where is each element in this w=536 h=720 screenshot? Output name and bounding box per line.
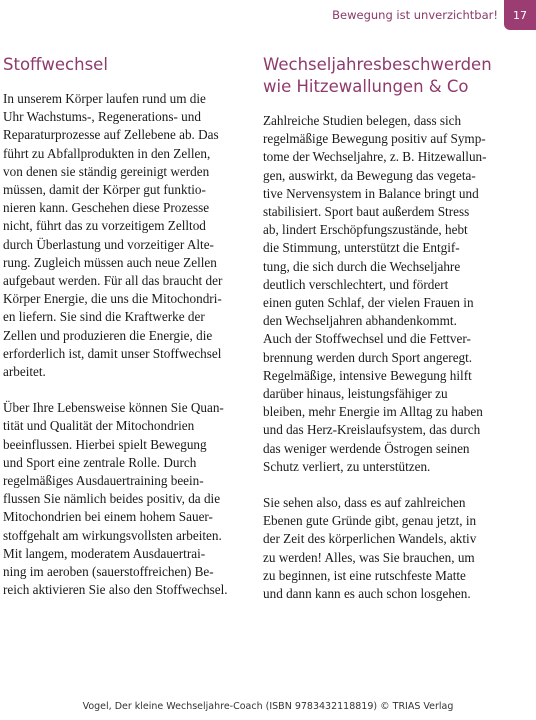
- body-paragraph: Zahlreiche Studien belegen, dass sich regelmäßige Bewegung positiv auf Symp- tome der Wechseljahre, z. B. Hitzewallun- gen, auswirkt, da Bewegung das vegeta- tive Nervensystem in Balance bringt und stabilisiert. Sport baut außerdem Stress ab, lindert Erschöpfungszustände, hebt die Stimmung, unterstützt die Entgif- tung, die sich durch die Wechseljahre deutlich verschlechtert, und fördert einen guten Schlaf, der vielen Frauen in den Wechseljahren abhandenkommt. Auch der Stoffwechsel und die Fettver- brennung werden durch Sport angeregt. Regelmäßige, intensive Bewegung hilft darüber hinaus, leistungsfähiger zu bleiben, mehr Energie im Alltag zu haben und das Herz-Kreislaufsystem, das durch das weniger werdende Östrogen seinen Schutz verliert, zu unterstützen.: [263, 113, 487, 474]
- body-paragraph: Über Ihre Lebensweise können Sie Quan- tität und Qualität der Mitochondrien beeinflussen. Hierbei spielt Bewegung und Sport eine zentrale Rolle. Durch regelmäßiges Ausdauertraining beein- flussen Sie nämlich beides positiv, da die Mitochondrien bei einem hohem Sauer- stoffgehalt am wirkungsvollsten arbeiten. Mit langem, moderatem Ausdauertrai- ning im aeroben (sauerstoffreichen) Be- reich aktivieren Sie also den Stoffwechsel.: [3, 400, 228, 598]
- left-column: [3, 54, 239, 617]
- section-heading-wechseljahresbeschwerden: [263, 54, 503, 98]
- footer-citation: Vogel, Der kleine Wechseljahre-Coach (ISBN 9783432118819) © TRIAS Verlag: [82, 701, 454, 712]
- heading-line: wie Hitzewallungen & Co: [263, 77, 469, 96]
- body-paragraph: Sie sehen also, dass es auf zahlreichen Ebenen gute Gründe gibt, genau jetzt, in der Zeit des körperlichen Wandels, aktiv zu werden! Alles, was Sie brauchen, um zu beginnen, ist eine rutschfeste Matte und dann kann es auch schon losgehen.: [263, 495, 477, 602]
- section-heading-stoffwechsel: Stoffwechsel: [3, 55, 108, 74]
- page-number: 17: [513, 8, 527, 22]
- heading-line: Wechseljahresbeschwerden: [263, 55, 492, 74]
- right-column: [263, 54, 503, 621]
- running-head-title: Bewegung ist unverzichtbar!: [332, 8, 498, 22]
- body-paragraph: In unserem Körper laufen rund um die Uhr Wachstums-, Regenerations- und Reparaturprozesse auf Zellebene ab. Das führt zu Abfallprodukten in den Zellen, von denen sie ständig gereinigt werden müssen, damit der Körper gut funktio- nieren kann. Geschehen diese Prozesse nicht, führt das zu vorzeitigem Zelltod durch Überlastung und vorzeitiger Alte- rung. Zugleich müssen auch neue Zellen aufgebaut werden. Für all das braucht der Körper Energie, die uns die Mitochondri- en liefern. Sie sind die Kraftwerke der Zellen und produzieren die Energie, die erforderlich ist, damit unser Stoffwechsel arbeitet.: [3, 91, 223, 380]
- page-number-badge: [504, 0, 536, 30]
